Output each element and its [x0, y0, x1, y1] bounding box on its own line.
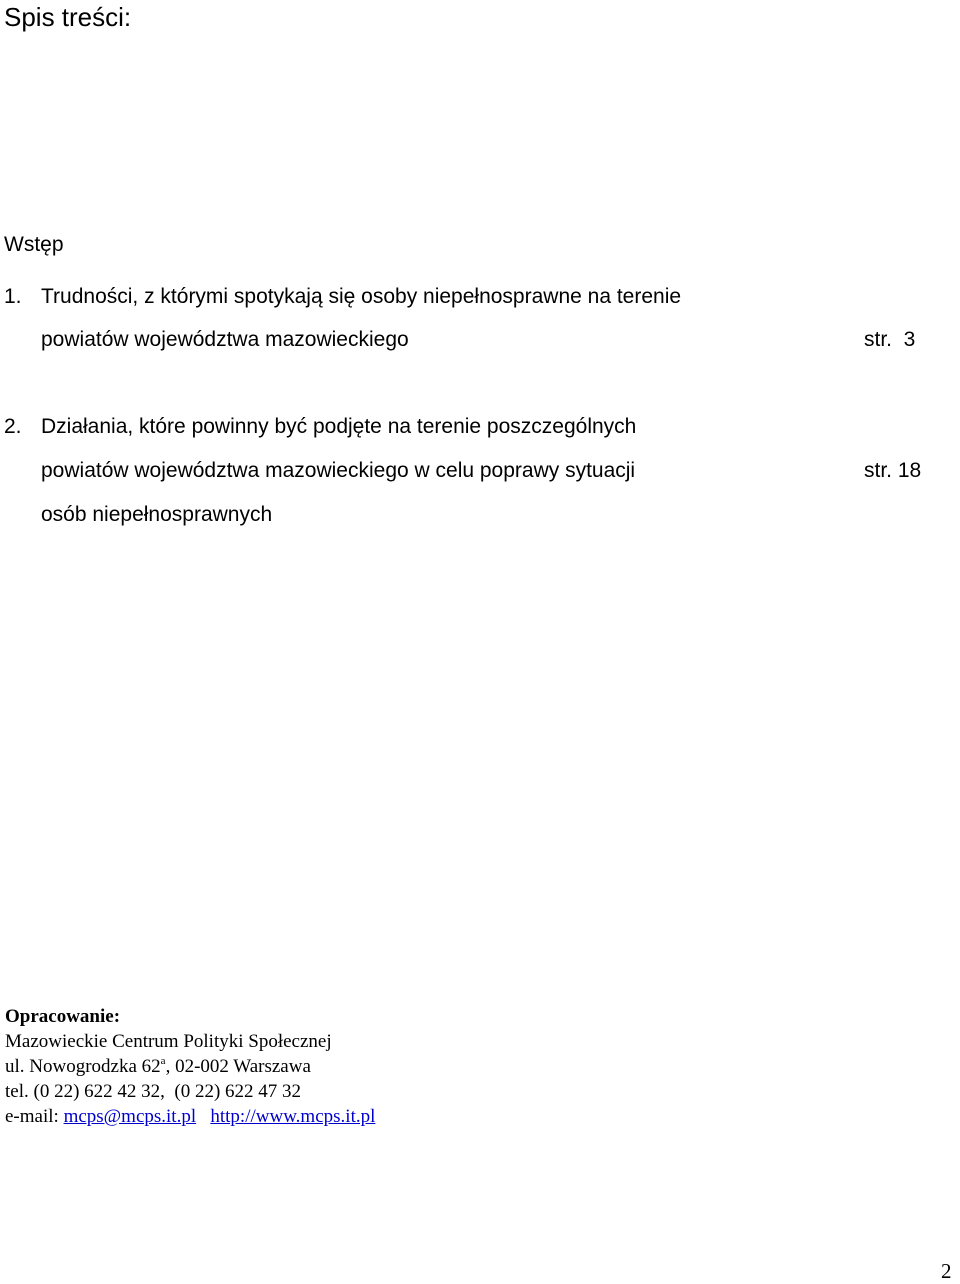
- address-city: , 02-002 Warszawa: [165, 1056, 311, 1077]
- toc-intro: Wstęp: [4, 233, 64, 256]
- website-link[interactable]: http://www.mcps.it.pl: [210, 1106, 376, 1127]
- publisher-phone: tel. (0 22) 622 42 32, (0 22) 622 47 32: [5, 1081, 302, 1102]
- publisher-info: [5, 1004, 375, 1129]
- publisher-address: [5, 1054, 375, 1079]
- email-link[interactable]: mcps@mcps.it.pl: [63, 1106, 197, 1127]
- page-number: 2: [941, 1259, 952, 1283]
- address-superscript: a: [160, 1055, 166, 1067]
- toc-entry-2-line-2: powiatów województwa mazowieckiego w celu poprawy sytuacji: [41, 459, 636, 482]
- toc-entry-1-line-2: powiatów województwa mazowieckiego: [41, 328, 409, 351]
- toc-title: Spis treści:: [4, 2, 132, 32]
- toc-entry-2-line-3: osób niepełnosprawnych: [41, 503, 273, 526]
- publisher-contact: [5, 1104, 375, 1129]
- toc-entry-2-number: 2.: [4, 415, 22, 438]
- toc-entry-1-page-ref: str. 3: [864, 328, 916, 351]
- toc-entry-2-line-1: Działania, które powinny być podjęte na terenie poszczególnych: [41, 415, 637, 438]
- toc-entry-1-line-1: Trudności, z którymi spotykają się osoby niepełnosprawne na terenie: [41, 285, 682, 308]
- address-street: ul. Nowogrodzka 62: [5, 1056, 161, 1077]
- publisher-organization: Mazowieckie Centrum Polityki Społecznej: [5, 1031, 332, 1052]
- email-prefix: e-mail:: [5, 1106, 64, 1127]
- toc-entry-2-page-ref: str. 18: [864, 459, 922, 482]
- publisher-label: Opracowanie:: [5, 1006, 121, 1027]
- toc-entry-1-number: 1.: [4, 285, 22, 308]
